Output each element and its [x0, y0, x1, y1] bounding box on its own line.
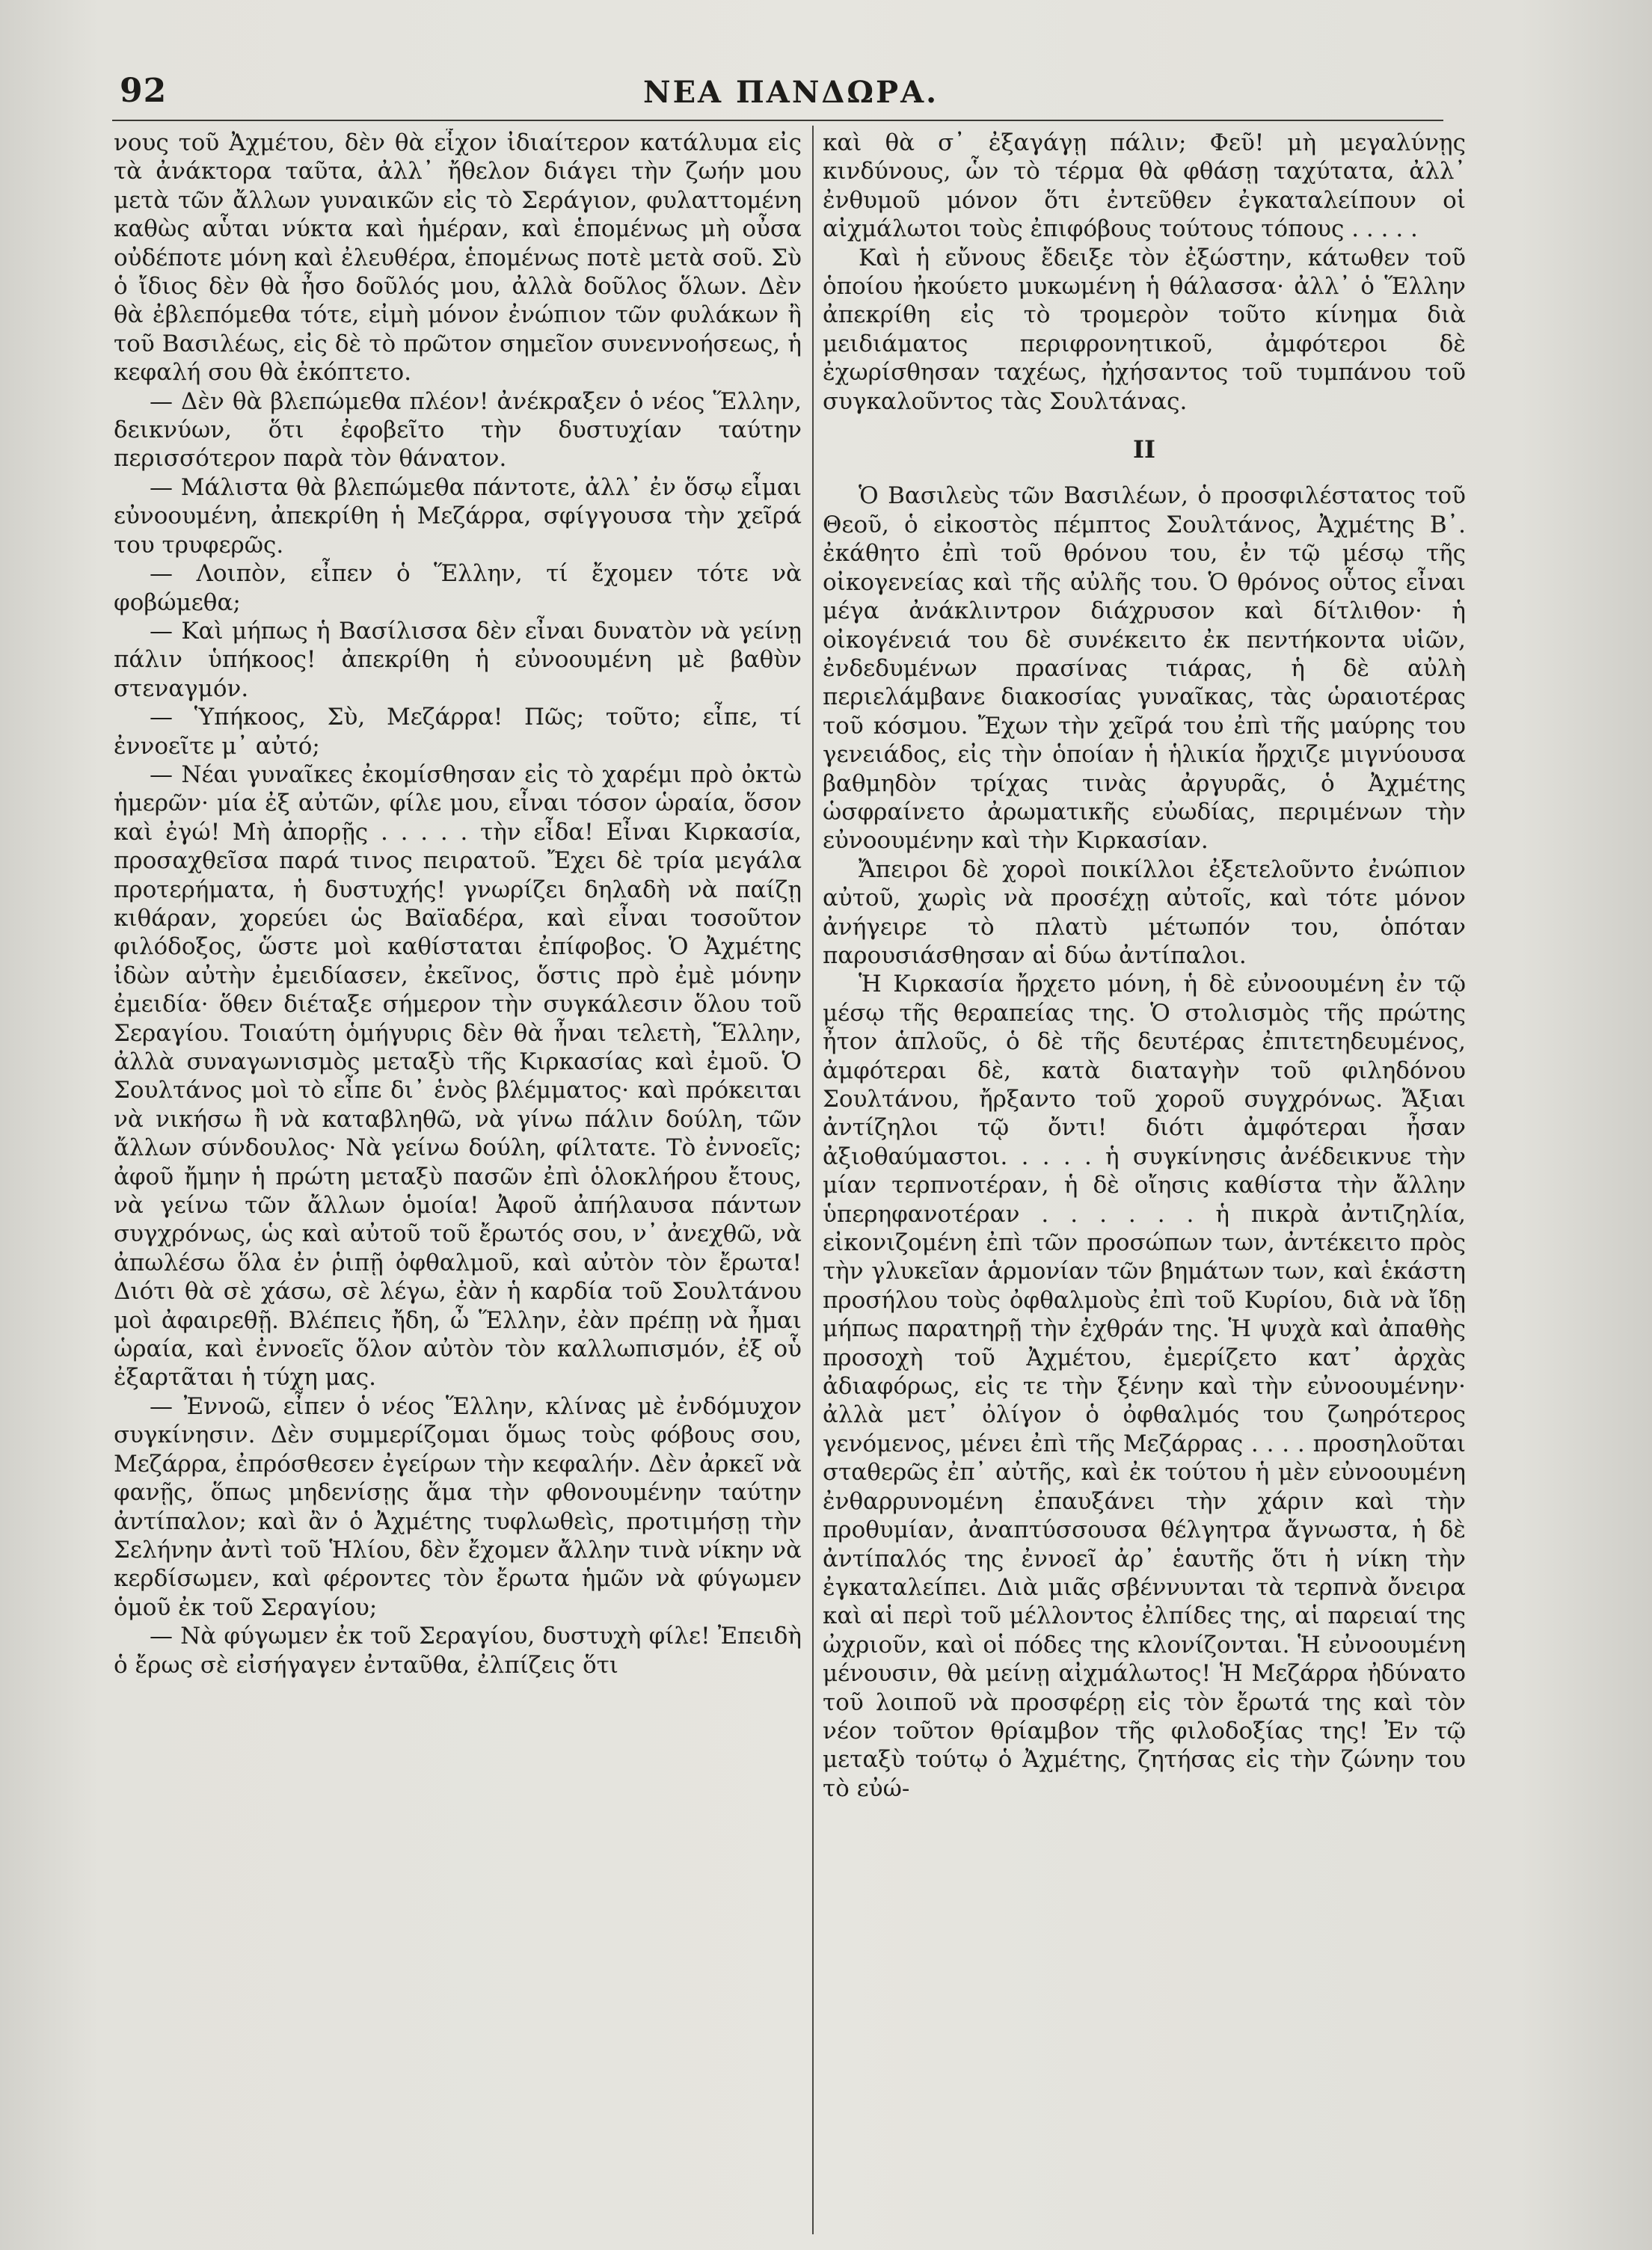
left-column — [114, 129, 802, 2222]
page-number: 92 — [120, 72, 168, 110]
paragraph: Ἡ Κιρκασία ἤρχετο μόνη, ἡ δὲ εὐνοουμένη ἐν τῷ μέσῳ τῆς θεραπείας της. Ὁ στολισμὸς τῆς πρώτης ἦτον ἁπλοῦς, ὁ δὲ τῆς δευτέρας ἐπιτετηδευμένος, ἀμφότεραι δὲ, κατὰ διαταγὴν τοῦ φιληδόνου Σουλτάνου, ἤρξαντο τοῦ χοροῦ συγχρόνως. Ἄξιαι ἀντίζηλοι τῷ ὄντι! διότι ἀμφότεραι ἦσαν ἀξιοθαύμαστοι. . . . . ἡ συγκίνησις ἀνέδεικνυε τὴν μίαν τερπνοτέραν, ἡ δὲ οἴησις καθίστα τὴν ἄλλην ὑπερηφανοτέραν . . . . . . ἡ πικρὰ ἀντιζηλία, εἰκονιζομένη ἐπὶ τῶν προσώπων των, ἀντέκειτο πρὸς τὴν γλυκεῖαν ἁρμονίαν τῶν βημάτων των, καὶ ἑκάστη προσήλου τοὺς ὀφθαλμοὺς ἐπὶ τοῦ Κυρίου, διὰ νὰ ἴδῃ μήπως παρατηρῇ τὴν ἐχθράν της. Ἡ ψυχὰ καὶ ἀπαθὴς προσοχὴ τοῦ Ἀχμέτου, ἐμερίζετο κατ᾿ ἀρχὰς ἀδιαφόρως, εἰς τε τὴν ξένην καὶ τὴν εὐνοουμένην· ἀλλὰ μετ᾿ ὀλίγον ὁ ὀφθαλμός του ζωηρότερος γενόμενος, μένει ἐπὶ τῆς Μεζάρρας . . . . προσηλοῦται σταθερῶς ἐπ᾿ αὐτῆς, καὶ ἐκ τούτου ἡ μὲν εὐνοουμένη ἐνθαρρυνομένη ἐπαυξάνει τὴν χάριν καὶ τὴν προθυμίαν, ἀναπτύσσουσα θέλγητρα ἄγνωστα, ἡ δὲ ἀντίπαλός της ἐννοεῖ ἀρ᾿ ἑαυτῆς ὅτι ἡ νίκη τὴν ἐγκαταλείπει. Διὰ μιᾶς σβέννυνται τὰ τερπνὰ ὄνειρα καὶ αἱ περὶ τοῦ μέλλοντος ἐλπίδες της, αἱ παρειαί της ὠχριοῦν, καὶ οἱ πόδες της κλονίζονται. Ἡ εὐνοουμένη μένουσιν, θὰ μείνῃ αἰχμάλωτος! Ἡ Μεζάρρα ἠδύνατο τοῦ λοιποῦ νὰ προσφέρῃ εἰς τὸν ἔρωτά της καὶ τὸν νέον τοῦτον θρίαμβον τῆς φιλοδοξίας της! Ἐν τῷ μεταξὺ τούτῳ ὁ Ἀχμέτης, ζητήσας εἰς τὴν ζώνην του τὸ εὐώ- — [823, 971, 1466, 1802]
column-divider — [812, 126, 814, 2234]
paragraph: — Μάλιστα θὰ βλεπώμεθα πάντοτε, ἀλλ᾿ ἐν ὅσῳ εἶμαι εὐνοουμένη, ἀπεκρίθη ἡ Μεζάρρα, σφίγγουσα τὴν χεῖρά του τρυφερῶς. — [114, 473, 802, 559]
running-title: ΝΕΑ ΠΑΝΔΩΡΑ. — [643, 75, 939, 110]
paragraph: καὶ θὰ σ᾿ ἐξαγάγῃ πάλιν; Φεῦ! μὴ μεγαλύνῃς κινδύνους, ὧν τὸ τέρμα θὰ φθάσῃ ταχύτατα, ἀλλ᾿ ἐνθυμοῦ μόνον ὅτι ἐντεῦθεν ἐγκαταλείπουν οἱ αἰχμάλωτοι τοὺς ἐπιφόβους τούτους τόπους . . . . . — [823, 129, 1466, 243]
right-column — [823, 129, 1466, 2222]
paragraph: νους τοῦ Ἀχμέτου, δὲν θὰ εἶχον ἰδιαίτερον κατάλυμα εἰς τὰ ἀνάκτορα ταῦτα, ἀλλ᾿ ἤθελον διάγει τὴν ζωήν μου μετὰ τῶν ἄλλων γυναικῶν εἰς τὸ Σεράγιον, φυλαττομένη καθὼς αὗται νύκτα καὶ ἡμέραν, καὶ ἑπομένως μὴ οὖσα οὐδέποτε μόνη καὶ ἐλευθέρα, ἑπομένως ποτὲ μετὰ σοῦ. Σὺ ὁ ἴδιος δὲν θὰ ἦσο δοῦλός μου, ἀλλὰ δοῦλος ὅλων. Δὲν θὰ ἐβλεπόμεθα τότε, εἰμὴ μόνον ἐνώπιον τῶν φυλάκων ἢ τοῦ Βασιλέως, εἰς δὲ τὸ πρῶτον σημεῖον συνεννοήσεως, ἡ κεφαλή σου θὰ ἐκόπτετο. — [114, 129, 802, 387]
paragraph: — Νὰ φύγωμεν ἐκ τοῦ Σεραγίου, δυστυχὴ φίλε! Ἐπειδὴ ὁ ἔρως σὲ εἰσήγαγεν ἐνταῦθα, ἐλπίζεις ὅτι — [114, 1623, 802, 1679]
paragraph: — Ἐννοῶ, εἶπεν ὁ νέος Ἕλλην, κλίνας μὲ ἐνδόμυχον συγκίνησιν. Δὲν συμμερίζομαι ὅμως τοὺς φόβους σου, Μεζάρρα, ἐπρόσθεσεν ἐγείρων τὴν κεφαλήν. Δὲν ἀρκεῖ νὰ φανῇς, ὅπως μηδενίσῃς ἅμα τὴν φθονουμένην ταύτην ἀντίπαλον; καὶ ἂν ὁ Ἀχμέτης τυφλωθεὶς, προτιμήσῃ τὴν Σελήνην ἀντὶ τοῦ Ἡλίου, δὲν ἔχομεν ἄλλην τινὰ νίκην νὰ κερδίσωμεν, καὶ φέροντες τὸν ἔρωτα ἡμῶν νὰ φύγωμεν ὁμοῦ ἐκ τοῦ Σεραγίου; — [114, 1392, 802, 1621]
paragraph: — Δὲν θὰ βλεπώμεθα πλέον! ἀνέκραξεν ὁ νέος Ἕλλην, δεικνύων, ὅτι ἐφοβεῖτο τὴν δυστυχίαν ταύτην περισσότερον παρὰ τὸν θάνατον. — [114, 387, 802, 473]
paragraph: Ὁ Βασιλεὺς τῶν Βασιλέων, ὁ προσφιλέστατος τοῦ Θεοῦ, ὁ εἰκοστὸς πέμπτος Σουλτάνος, Ἀχμέτης Β᾿. ἐκάθητο ἐπὶ τοῦ θρόνου του, ἐν τῷ μέσῳ τῆς οἰκογενείας καὶ τῆς αὐλῆς του. Ὁ θρόνος οὗτος εἶναι μέγα ἀνάκλιντρον διάχρυσον καὶ δίτλιθον· ἡ οἰκογένειά του δὲ συνέκειτο ἐκ πεντήκοντα υἱῶν, ἐνδεδυμένων πρασίνας τιάρας, ἡ δὲ αὐλὴ περιελάμβανε διακοσίας γυναῖκας, τὰς ὡραιοτέρας τοῦ κόσμου. Ἔχων τὴν χεῖρά του ἐπὶ τῆς μαύρης του γενειάδος, εἰς τὴν ὁποίαν ἡ ἡλικία ἤρχιζε μιγνύουσα βαθμηδὸν τρίχας τινὰς ἀργυρᾶς, ὁ Ἀχμέτης ὡσφραίνετο ἀρωματικῆς εὐωδίας, περιμένων τὴν εὐνοουμένην καὶ τὴν Κιρκασίαν. — [823, 482, 1466, 855]
paragraph: — Καὶ μήπως ἡ Βασίλισσα δὲν εἶναι δυνατὸν νὰ γείνῃ πάλιν ὑπήκοος! ἀπεκρίθη ἡ εὐνοουμένη μὲ βαθὺν στεναγμόν. — [114, 617, 802, 702]
paragraph: — Ὑπήκοος, Σὺ, Μεζάρρα! Πῶς; τοῦτο; εἶπε, τί ἐννοεῖτε μ᾿ αὐτό; — [114, 704, 802, 760]
paragraph: Καὶ ἡ εὔνους ἔδειξε τὸν ἐξώστην, κάτωθεν τοῦ ὁποίου ἠκούετο μυκωμένη ἡ θάλασσα· ἀλλ᾿ ὁ Ἕλλην ἀπεκρίθη εἰς τὸ τρομερὸν τοῦτο κίνημα διὰ μειδιάματος περιφρονητικοῦ, ἀμφότεροι δὲ ἐχωρίσθησαν ταχέως, ἠχήσαντος τοῦ τυμπάνου τοῦ συγκαλοῦντος τὰς Σουλτάνας. — [823, 244, 1466, 415]
header-rule — [112, 120, 1443, 121]
paragraph: — Λοιπὸν, εἶπεν ὁ Ἕλλην, τί ἔχομεν τότε νὰ φοβώμεθα; — [114, 560, 802, 616]
section-heading: II — [1133, 435, 1155, 464]
paragraph: Ἄπειροι δὲ χοροὶ ποικίλλοι ἐξετελοῦντο ἐνώπιον αὐτοῦ, χωρὶς νὰ προσέχῃ αὐτοῖς, καὶ τότε μόνον ἀνήγειρε τὸ πλατὺ μέτωπόν του, ὁπόταν παρουσιάσθησαν αἱ δύω ἀντίπαλοι. — [823, 855, 1466, 969]
paragraph: — Νέαι γυναῖκες ἐκομίσθησαν εἰς τὸ χαρέμι πρὸ ὀκτὼ ἡμερῶν· μία ἐξ αὐτῶν, φίλε μου, εἶναι τόσον ὡραία, ὅσον καὶ ἐγώ! Μὴ ἀπορῇς . . . . . τὴν εἶδα! Εἶναι Κιρκασία, προσαχθεῖσα παρά τινος πειρατοῦ. Ἔχει δὲ τρία μεγάλα προτερήματα, ἡ δυστυχής! γνωρίζει δηλαδὴ νὰ παίζῃ κιθάραν, χορεύει ὡς Βαϊαδέρα, καὶ εἶναι τοσοῦτον φιλόδοξος, ὥστε μοὶ καθίσταται ἐπίφοβος. Ὁ Ἀχμέτης ἰδὼν αὐτὴν ἐμειδίασεν, ἐκεῖνος, ὅστις πρὸ ἐμὲ μόνην ἐμειδία· ὅθεν διέταξε σήμερον τὴν συγκάλεσιν ὅλου τοῦ Σεραγίου. Τοιαύτη ὁμήγυρις δὲν θὰ ἦναι τελετὴ, Ἕλλην, ἀλλὰ συναγωνισμὸς μεταξὺ τῆς Κιρκασίας καὶ ἐμοῦ. Ὁ Σουλτάνος μοὶ τὸ εἶπε δι᾿ ἑνὸς βλέμματος· καὶ πρόκειται νὰ νικήσω ἢ νὰ καταβληθῶ, νὰ γίνω πάλιν δούλη, τῶν ἄλλων σύνδουλος· Νὰ γείνω δούλη, φίλτατε. Τὸ ἐννοεῖς; ἀφοῦ ἤμην ἡ πρώτη μεταξὺ πασῶν ἐπὶ ὁλοκλήρου ἔτους, νὰ γείνω τῶν ἄλλων ὁμοία! Ἀφοῦ ἀπήλαυσα πάντων συγχρόνως, ὡς καὶ αὐτοῦ τοῦ ἔρωτός σου, ν᾿ ἀνεχθῶ, νὰ ἀπωλέσω ὅλα ἐν ῥιπῇ ὀφθαλμοῦ, καὶ αὐτὸν τὸν ἔρωτα! Διότι θὰ σὲ χάσω, σὲ λέγω, ἐὰν ἡ καρδία τοῦ Σουλτάνου μοὶ ἀφαιρεθῇ. Βλέπεις ἤδη, ὦ Ἕλλην, ἐὰν πρέπῃ νὰ ἦμαι ὡραία, καὶ ἐννοεῖς ὅλον αὐτὸν τὸν καλλωπισμόν, ἐξ οὗ ἐξαρτᾶται ἡ τύχη μας. — [114, 760, 802, 1392]
